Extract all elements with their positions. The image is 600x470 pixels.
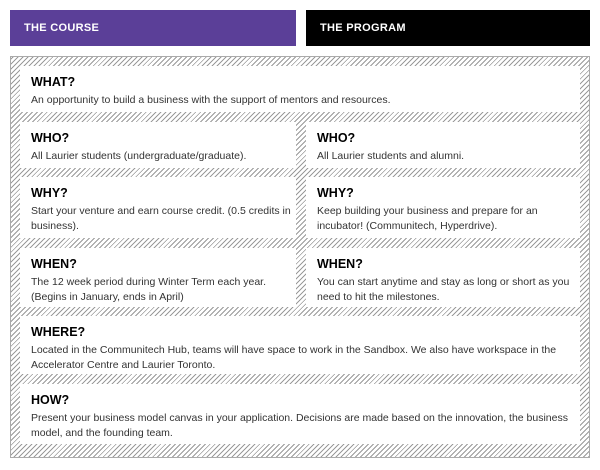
when-program-heading: WHEN? <box>317 257 363 271</box>
who-program-box <box>306 122 580 168</box>
what-heading: WHAT? <box>31 75 76 89</box>
who-program-text: All Laurier students and alumni. <box>317 150 465 162</box>
tab-the-program[interactable] <box>306 10 590 46</box>
who-program-heading: WHO? <box>317 131 356 145</box>
why-program-heading: WHY? <box>317 186 354 200</box>
how-heading: HOW? <box>31 393 70 407</box>
where-text: Located in the Communitech Hub, teams will have space to work in the Sandbox. We also have workspace in the Accelerator Centre and Laurier Toronto. <box>31 344 557 371</box>
when-course-text: The 12 week period during Winter Term each year. (Begins in January, ends in April) <box>31 276 267 303</box>
when-course-box <box>20 248 296 307</box>
who-course-box <box>20 122 296 168</box>
tab-the-course[interactable] <box>10 10 296 46</box>
what-text: An opportunity to build a business with the support of mentors and resources. <box>31 94 391 106</box>
where-box <box>20 316 580 374</box>
why-program-text: Keep building your business and prepare for an incubator! (Communitech, Hyperdrive). <box>317 205 538 232</box>
when-program-text: You can start anytime and stay as long or short as you need to hit the milestones. <box>317 276 570 303</box>
who-course-heading: WHO? <box>31 131 70 145</box>
what-box <box>20 66 580 112</box>
why-course-text: Start your venture and earn course credit. (0.5 credits in business). <box>31 205 291 232</box>
when-program-box <box>306 248 580 307</box>
why-course-box <box>20 177 296 238</box>
how-text: Present your business model canvas in your application. Decisions are made based on the innovation, the business model, and the founding team. <box>31 412 568 439</box>
how-box <box>20 384 580 444</box>
why-program-box <box>306 177 580 238</box>
where-heading: WHERE? <box>31 325 86 339</box>
when-course-heading: WHEN? <box>31 257 77 271</box>
tab-the-course-label: THE COURSE <box>24 22 100 34</box>
who-course-text: All Laurier students (undergraduate/graduate). <box>31 150 247 162</box>
tab-the-program-label: THE PROGRAM <box>320 22 406 34</box>
why-course-heading: WHY? <box>31 186 68 200</box>
